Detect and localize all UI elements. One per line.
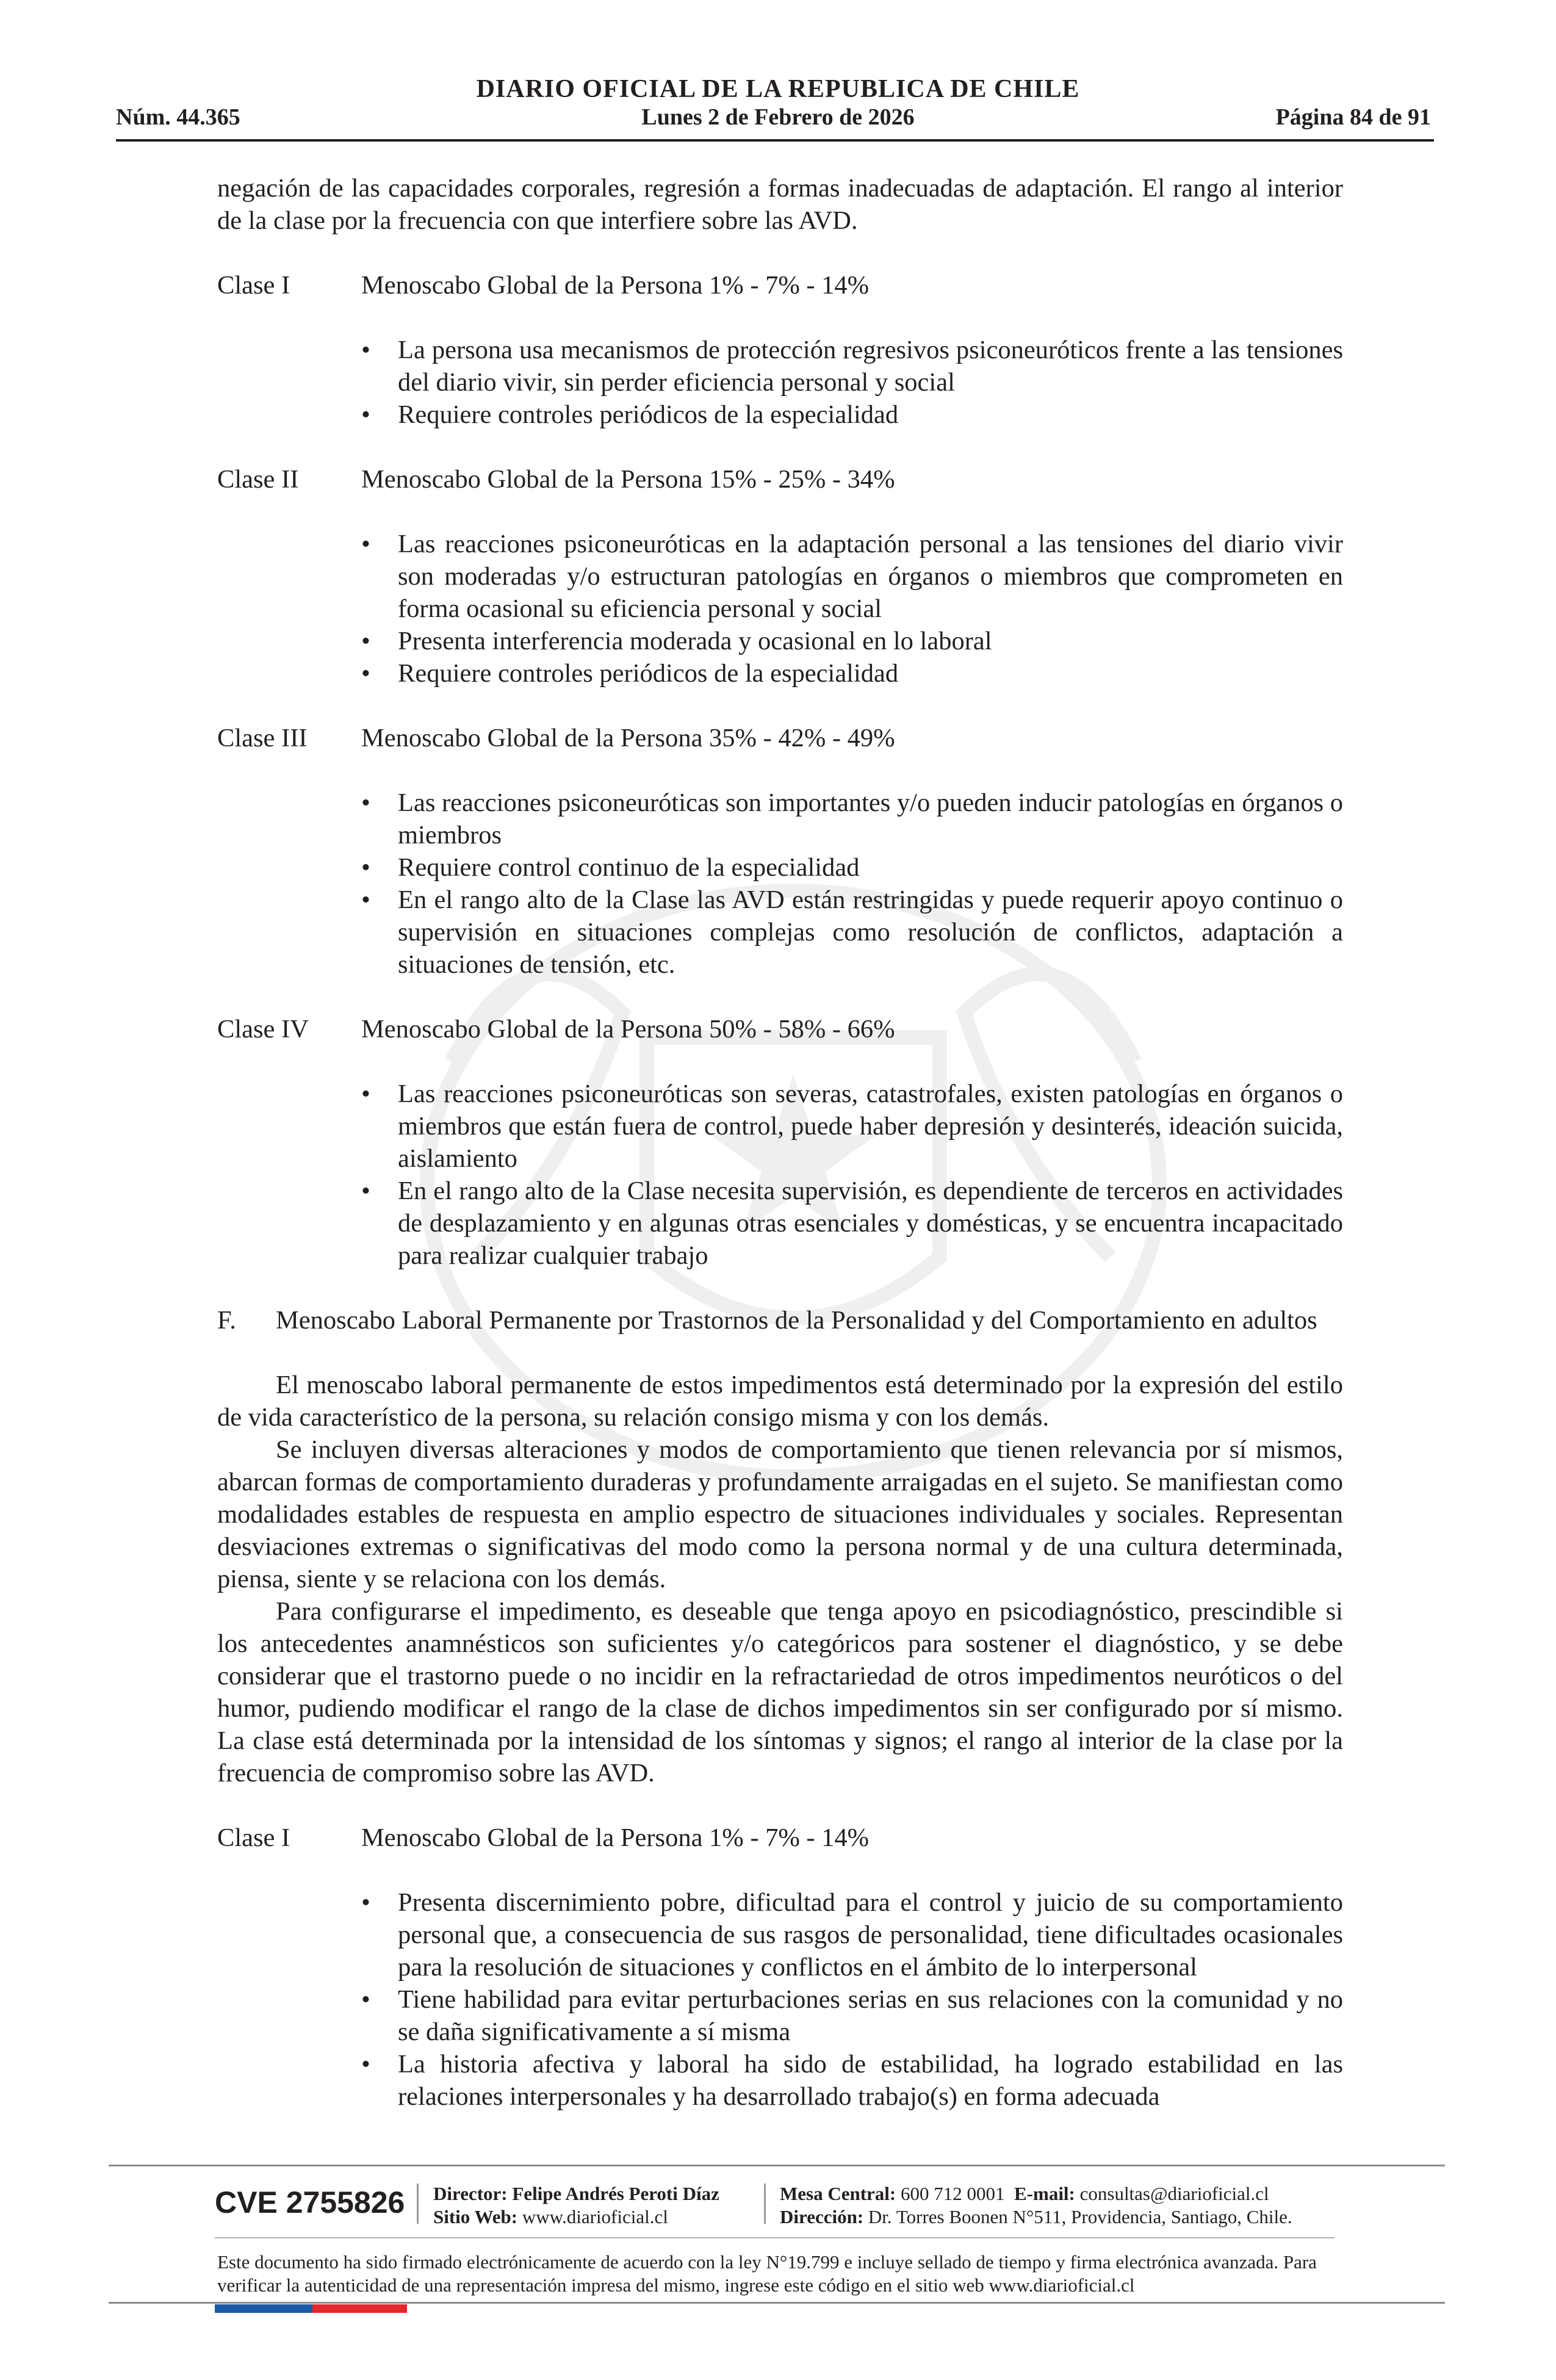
spacer xyxy=(217,1854,1343,1886)
class-label: Clase I xyxy=(217,271,290,300)
section-letter: F. xyxy=(217,1306,236,1335)
spacer xyxy=(217,496,1343,528)
director-name: Felipe Andrés Peroti Díaz xyxy=(512,2183,719,2204)
bullet-item: • Las reacciones psiconeuróticas en la adaptación personal a las tensiones del diario vivir son moderadas y/o estructuran patologías en órganos o miembros que comprometen en forma ocasional su eficiencia personal y social xyxy=(217,528,1343,625)
class-heading xyxy=(217,1013,1343,1045)
class-bullet-list xyxy=(217,528,1343,690)
contact-block: Mesa Central: 600 712 0001 E-mail: consultas@diarioficial.cl Dirección: Dr. Torres Boonen N°511, Providencia, Santiago, Chile. xyxy=(780,2183,1292,2227)
class-title: Menoscabo Global de la Persona 50% - 58% - 66% xyxy=(361,1015,895,1044)
bullet-icon: • xyxy=(361,788,370,817)
bullet-item: • Requiere controles periódicos de la especialidad xyxy=(217,657,1343,690)
class-label: Clase II xyxy=(217,465,299,494)
class-title: Menoscabo Global de la Persona 15% - 25% - 34% xyxy=(361,465,895,494)
director-block: Director: Felipe Andrés Peroti Díaz Sitio Web: www.diarioficial.cl xyxy=(433,2183,719,2227)
class-heading xyxy=(217,722,1343,754)
bullet-item: • Requiere control continuo de la especialidad xyxy=(217,851,1343,884)
bullet-icon: • xyxy=(361,885,370,914)
class-title: Menoscabo Global de la Persona 35% - 42% - 49% xyxy=(361,724,895,752)
class-heading xyxy=(217,1822,1343,1854)
spacer xyxy=(217,237,1343,269)
bullet-item: • La persona usa mecanismos de protección regresivos psiconeuróticos frente a las tensiones del diario vivir, sin perder eficiencia personal y social xyxy=(217,334,1343,398)
cve-code: CVE 2755826 xyxy=(215,2185,405,2220)
bullet-icon: • xyxy=(361,1177,370,1205)
spacer xyxy=(217,431,1343,463)
section-heading xyxy=(217,1304,1343,1336)
bullet-item: • Requiere controles periódicos de la especialidad xyxy=(217,398,1343,431)
issue-date: Lunes 2 de Febrero de 2026 xyxy=(641,104,915,130)
bullet-icon: • xyxy=(361,400,370,429)
class-label: Clase I xyxy=(217,1823,290,1852)
bullet-icon: • xyxy=(361,1985,370,2014)
class-title: Menoscabo Global de la Persona 1% - 7% - 14% xyxy=(361,271,870,300)
bullet-item: • En el rango alto de la Clase las AVD están restringidas y puede requerir apoyo continuo o supervisión en situaciones complejas como resolución de conflictos, adaptación a situaciones de tensión, etc. xyxy=(217,884,1343,981)
bullet-icon: • xyxy=(361,627,370,655)
flag-stripe-blue xyxy=(215,2304,312,2313)
bullet-item: • En el rango alto de la Clase necesita supervisión, es dependiente de terceros en actividades de desplazamiento y en algunas otras esenciales y domésticas, y se encuentra incapacitado para realizar cualquier trabajo xyxy=(217,1175,1343,1272)
class-bullet-list xyxy=(217,787,1343,981)
section-paragraph: Se incluyen diversas alteraciones y modos de comportamiento que tienen relevancia por sí mismos, abarcan formas de comportamiento duraderas y profundamente arraigadas en el sujeto. Se manifiestan como modalidades estables de respuesta en amplio espectro de situaciones individuales y sociales. Representan desviaciones extremas o significativas del modo como la persona normal y de una cultura determinada, piensa, siente y se relaciona con los demás. xyxy=(217,1435,1343,1593)
spacer xyxy=(217,1272,1343,1304)
bullet-item: • Las reacciones psiconeuróticas son importantes y/o pueden inducir patologías en órganos o miembros xyxy=(217,787,1343,851)
section-paragraph: Para configurarse el impedimento, es deseable que tenga apoyo en psicodiagnóstico, prescindible si los antecedentes anamnésticos son suficientes y/o categóricos para sostener el diagnóstico, y se debe considerar que el trastorno puede o no incidir en la refractariedad de otros impedimentos neuróticos o del humor, pudiendo modificar el rango de la clase de dichos impedimentos sin ser configurado por sí mismo. La clase está determinada por la intensidad de los síntomas y signos; el rango al interior de la clase por la frecuencia de compromiso sobre las AVD. xyxy=(217,1597,1343,1787)
spacer xyxy=(217,754,1343,787)
bullet-icon: • xyxy=(361,1080,370,1108)
issue-number: Núm. 44.365 xyxy=(116,104,240,130)
bullet-icon: • xyxy=(361,659,370,688)
footer-separator xyxy=(764,2183,766,2224)
bullet-item: • La historia afectiva y laboral ha sido de estabilidad, ha logrado estabilidad en las relaciones interpersonales y ha desarrollado trabajo(s) en forma adecuada xyxy=(217,2048,1343,2113)
intro-paragraph: negación de las capacidades corporales, regresión a formas inadecuadas de adaptación. El rango al interior de la clase por la frecuencia con que interfiere sobre las AVD. xyxy=(217,174,1343,235)
bullet-icon: • xyxy=(361,530,370,558)
class-title: Menoscabo Global de la Persona 1% - 7% - 14% xyxy=(361,1823,870,1852)
bullet-icon: • xyxy=(361,2050,370,2079)
bullet-icon: • xyxy=(361,336,370,364)
footer-divider xyxy=(109,2165,1445,2166)
address: Dr. Torres Boonen N°511, Providencia, Santiago, Chile. xyxy=(868,2206,1292,2227)
bullet-icon: • xyxy=(361,1888,370,1917)
class-heading xyxy=(217,269,1343,301)
page-indicator: Página 84 de 91 xyxy=(1275,104,1431,130)
class-heading xyxy=(217,463,1343,496)
class-label: Clase III xyxy=(217,724,308,752)
footer-separator xyxy=(417,2183,419,2224)
footer-divider xyxy=(215,2237,1334,2238)
phone-number: 600 712 0001 xyxy=(901,2183,1005,2204)
legal-notice: Este documento ha sido firmado electrónicamente de acuerdo con la ley N°19.799 e incluye sellado de tiempo y firma electrónica avanzada. Para verificar la autenticidad de una representación impresa del mismo, ingrese este código en el sitio web www.diarioficial.cl xyxy=(217,2251,1317,2296)
section-title: Menoscabo Laboral Permanente por Trastornos de la Personalidad y del Comportamiento en adultos xyxy=(276,1306,1317,1335)
class-label: Clase IV xyxy=(217,1015,309,1044)
class-bullet-list xyxy=(217,1078,1343,1272)
spacer xyxy=(217,1789,1343,1822)
footer-divider xyxy=(109,2302,1445,2304)
spacer xyxy=(217,1336,1343,1369)
bullet-item: • Presenta interferencia moderada y ocasional en lo laboral xyxy=(217,625,1343,657)
gazette-title: DIARIO OFICIAL DE LA REPUBLICA DE CHILE xyxy=(476,75,1080,103)
website-link[interactable]: www.diarioficial.cl xyxy=(522,2206,668,2227)
spacer xyxy=(217,301,1343,334)
document-body xyxy=(217,172,1343,2113)
spacer xyxy=(217,981,1343,1013)
bullet-icon: • xyxy=(361,853,370,882)
header-divider xyxy=(116,139,1434,142)
spacer xyxy=(217,690,1343,722)
bullet-item: • Presenta discernimiento pobre, dificultad para el control y juicio de su comportamiento personal que, a consecuencia de sus rasgos de personalidad, tiene dificultades ocasionales para la resolución de situaciones y conflictos en el ámbito de lo interpersonal xyxy=(217,1886,1343,1983)
class-bullet-list xyxy=(217,1886,1343,2113)
email-link[interactable]: consultas@diarioficial.cl xyxy=(1079,2183,1269,2204)
section-paragraph: El menoscabo laboral permanente de estos impedimentos está determinado por la expresión del estilo de vida característico de la persona, su relación consigo misma y con los demás. xyxy=(217,1371,1343,1432)
flag-stripe-red xyxy=(312,2304,407,2313)
bullet-item: • Las reacciones psiconeuróticas son severas, catastrofales, existen patologías en órganos o miembros que están fuera de control, puede haber depresión y desinterés, ideación suicida, aislamiento xyxy=(217,1078,1343,1175)
spacer xyxy=(217,1045,1343,1078)
bullet-item: • Tiene habilidad para evitar perturbaciones serias en sus relaciones con la comunidad y no se daña significativamente a sí misma xyxy=(217,1983,1343,2048)
class-bullet-list xyxy=(217,334,1343,431)
